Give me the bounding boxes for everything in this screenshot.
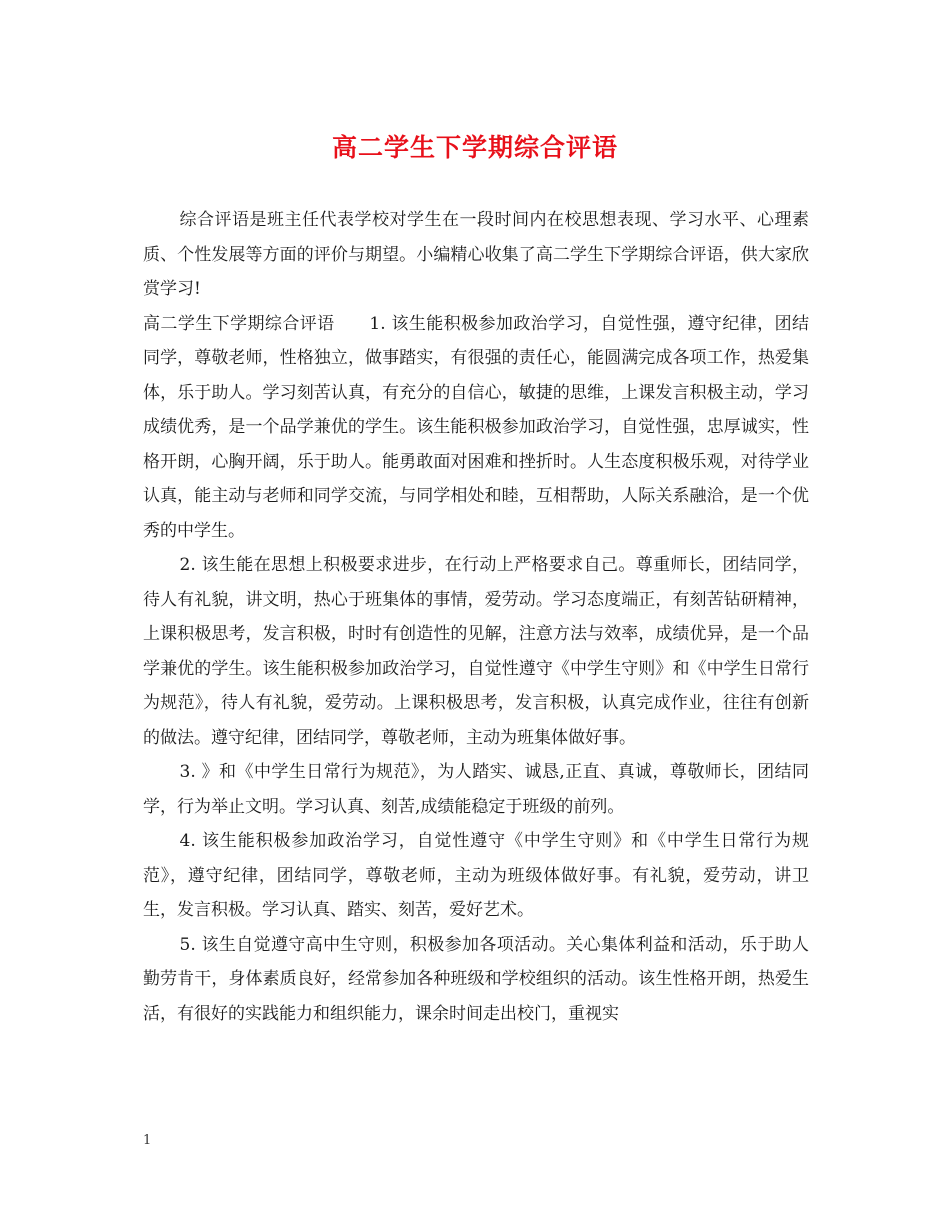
document-body	[143, 203, 809, 1031]
comment-paragraph-2: 2. 该生能在思想上积极要求进步，在行动上严格要求自己。尊重师长，团结同学，待人有礼貌，讲文明，热心于班集体的事情，爱劳动。学习态度端正，有刻苦钻研精神，上课积极思考，发言积极，时时有创造性的见解，注意方法与效率，成绩优异，是一个品学兼优的学生。该生能积极参加政治学习，自觉性遵守《中学生守则》和《中学生日常行为规范》，待人有礼貌，爱劳动。上课积极思考，发言积极，认真完成作业，往往有创新的做法。遵守纪律，团结同学，尊敬老师，主动为班集体做好事。	[143, 555, 809, 748]
page-title: 高二学生下学期综合评语	[331, 133, 618, 162]
comment-paragraph-5: 5. 该生自觉遵守高中生守则，积极参加各项活动。关心集体利益和活动，乐于助人勤劳肯干，身体素质良好，经常参加各种班级和学校组织的活动。该生性格开朗，热爱生活，有很好的实践能力和组织能力，课余时间走出校门，重视实	[143, 934, 809, 1024]
page-number: 1	[143, 1133, 152, 1148]
intro-paragraph: 综合评语是班主任代表学校对学生在一段时间内在校思想表现、学习水平、心理素质、个性发展等方面的评价与期望。小编精心收集了高二学生下学期综合评语，供大家欣赏学习!	[143, 210, 809, 299]
comment-paragraph-3: 3. 》和《中学生日常行为规范》，为人踏实、诚恳,正直、真诚，尊敬师长，团结同学，行为举止文明。学习认真、刻苦,成绩能稳定于班级的前列。	[143, 762, 809, 817]
comment-paragraph-4: 4. 该生能积极参加政治学习，自觉性遵守《中学生守则》和《中学生日常行为规范》，遵守纪律，团结同学，尊敬老师，主动为班级体做好事。有礼貌，爱劳动，讲卫生，发言积极。学习认真、踏实、刻苦，爱好艺术。	[143, 831, 809, 920]
comment-paragraph-1: 高二学生下学期综合评语 1. 该生能积极参加政治学习，自觉性强，遵守纪律，团结同学，尊敬老师，性格独立，做事踏实，有很强的责任心，能圆满完成各项工作，热爱集体，乐于助人。学习刻苦认真，有充分的自信心，敏捷的思维，上课发言积极主动，学习成绩优秀，是一个品学兼优的学生。该生能积极参加政治学习，自觉性强，忠厚诚实，性格开朗，心胸开阔，乐于助人。能勇敢面对困难和挫折时。人生态度积极乐观，对待学业认真，能主动与老师和同学交流，与同学相处和睦，互相帮助，人际关系融洽，是一个优秀的中学生。	[143, 313, 809, 541]
